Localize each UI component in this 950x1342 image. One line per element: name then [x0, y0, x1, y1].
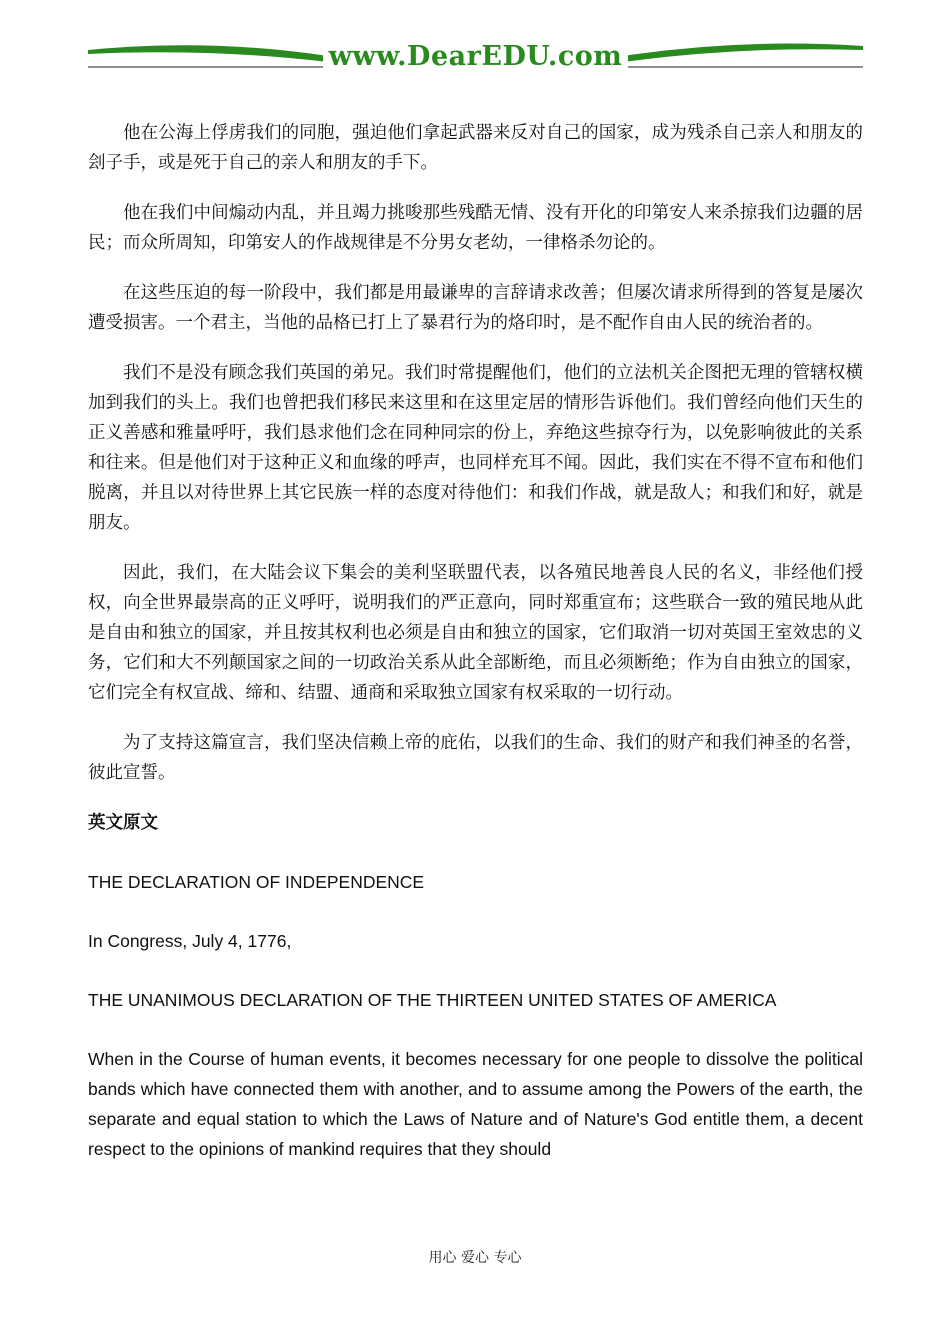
paragraph-zh: 我们不是没有顾念我们英国的弟兄。我们时常提醒他们，他们的立法机关企图把无理的管辖权横加到我们的头上。我们也曾把我们移民来这里和在这里定居的情形告诉他们。我们曾经向他们天生的正义善感和雅量呼吁，我们恳求他们念在同种同宗的份上，弃绝这些掠夺行为，以免影响彼此的关系和往来。但是他们对于这种正义和血缘的呼声，也同样充耳不闻。因此，我们实在不得不宣布和他们脱离，并且以对待世界上其它民族一样的态度对待他们：和我们作战，就是敌人；和我们和好，就是朋友。	[88, 363, 863, 533]
section-heading: 英文原文	[88, 813, 158, 833]
english-subtitle: THE UNANIMOUS DECLARATION OF THE THIRTEEN UNITED STATES OF AMERICA	[88, 990, 777, 1010]
english-body-paragraph: When in the Course of human events, it becomes necessary for one people to dissolve the political bands which have connected them with another, and to assume among the Powers of the earth, the separate and equal station to which the Laws of Nature and of Nature's God entitle them, a decent respect to the opinions of mankind requires that they should	[88, 1049, 863, 1159]
page-footer: 用心 爱心 专心	[428, 1250, 522, 1266]
paragraph-zh: 他在我们中间煽动内乱，并且竭力挑唆那些残酷无情、没有开化的印第安人来杀掠我们边疆的居民；而众所周知，印第安人的作战规律是不分男女老幼，一律格杀勿论的。	[88, 203, 863, 253]
site-brand-logo: www.DearEDU.com	[88, 40, 863, 74]
paragraph-zh: 因此，我们，在大陆会议下集会的美利坚联盟代表，以各殖民地善良人民的名义，非经他们授权，向全世界最崇高的正义呼吁，说明我们的严正意向，同时郑重宣布；这些联合一致的殖民地从此是自由和独立的国家，并且按其权利也必须是自由和独立的国家，它们取消一切对英国王室效忠的义务，它们和大不列颠国家之间的一切政治关系从此全部断绝，而且必须断绝；作为自由独立的国家，它们完全有权宣战、缔和、结盟、通商和采取独立国家有权采取的一切行动。	[88, 563, 863, 703]
paragraph-zh: 为了支持这篇宣言，我们坚决信赖上帝的庇佑，以我们的生命、我们的财产和我们神圣的名誉，彼此宣誓。	[88, 733, 863, 783]
english-title: THE DECLARATION OF INDEPENDENCE	[88, 872, 425, 892]
paragraph-zh: 他在公海上俘虏我们的同胞，强迫他们拿起武器来反对自己的国家，成为残杀自己亲人和朋友的刽子手，或是死于自己的亲人和朋友的手下。	[88, 123, 863, 173]
paragraph-zh: 在这些压迫的每一阶段中，我们都是用最谦卑的言辞请求改善；但屡次请求所得到的答复是屡次遭受损害。一个君主，当他的品格已打上了暴君行为的烙印时，是不配作自由人民的统治者的。	[88, 283, 863, 333]
english-dateline: In Congress, July 4, 1776,	[88, 931, 292, 951]
document-body	[88, 118, 863, 1164]
site-header	[88, 34, 863, 74]
